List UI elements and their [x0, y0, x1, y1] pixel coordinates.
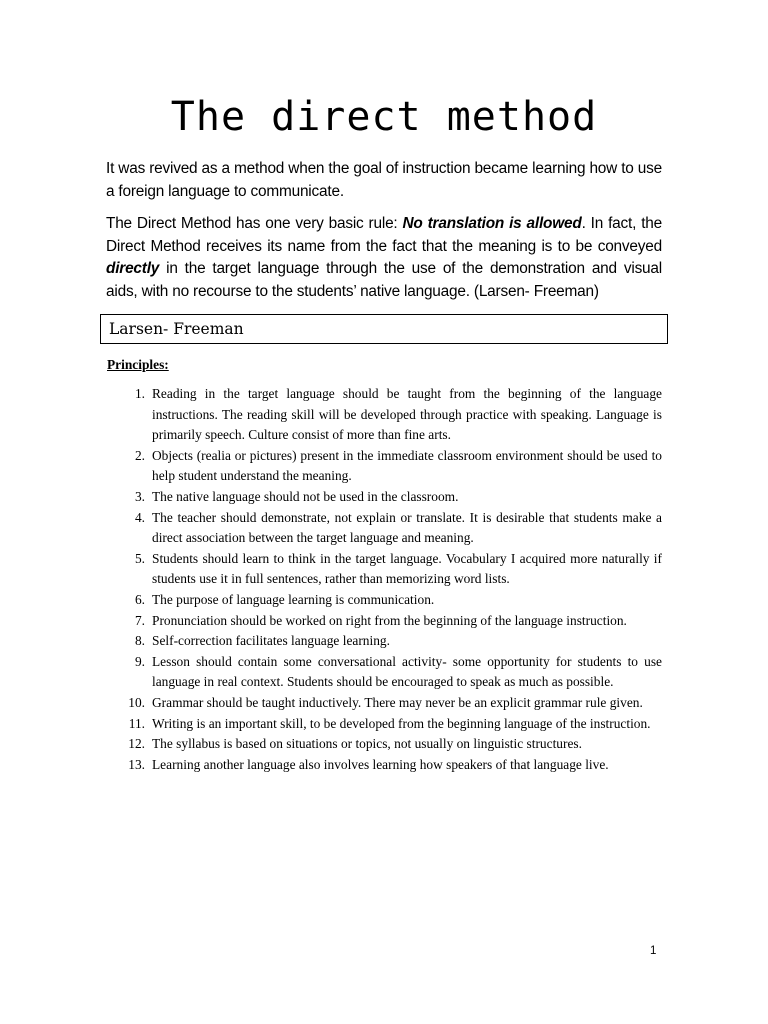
principle-number: 12.: [128, 736, 145, 752]
principle-item: [107, 652, 662, 693]
principle-text: The teacher should demonstrate, not explain or translate. It is desirable that students make a direct association between the target language and meaning.: [152, 509, 662, 546]
intro-paragraph-2: [106, 213, 662, 303]
principle-text: The native language should not be used in the classroom.: [152, 488, 459, 504]
principle-item: [107, 549, 662, 590]
intro-p2-text-2: . In fact, the Direct Method receives its name from the fact that the meaning is to be conveyed: [106, 215, 662, 255]
intro-p2-emphasis-directly: directly: [106, 260, 160, 277]
principle-number: 8.: [134, 633, 145, 649]
principle-text: Grammar should be taught inductively. There may never be an explicit grammar rule given.: [152, 694, 643, 710]
principle-text: Self-correction facilitates language learning.: [152, 633, 390, 649]
principle-number: 3.: [134, 488, 145, 504]
section-header-label: Larsen- Freeman: [109, 320, 244, 338]
principle-number: 5.: [134, 550, 145, 566]
principle-text: Pronunciation should be worked on right from the beginning of the language instruction.: [152, 612, 627, 628]
intro-p2-emphasis-no-translation: No translation is allowed: [402, 215, 582, 232]
principle-text: The purpose of language learning is communication.: [152, 591, 435, 607]
principle-text: Students should learn to think in the target language. Vocabulary I acquired more naturally if students use it in full sentences, rather than memorizing word lists.: [152, 550, 662, 587]
intro-paragraph-1: It was revived as a method when the goal of instruction became learning how to use a foreign language to communicate.: [106, 160, 662, 200]
principle-text: The syllabus is based on situations or topics, not usually on linguistic structures.: [152, 736, 582, 752]
principle-item: [107, 693, 662, 714]
principle-item: [107, 755, 662, 776]
principle-text: Learning another language also involves learning how speakers of that language live.: [152, 756, 609, 772]
intro-p2-text-3: in the target language through the use of the demonstration and visual aids, with no recourse to the students’ native language. (Larsen- Freeman): [106, 260, 662, 300]
principle-number: 10.: [128, 694, 145, 710]
principle-item: [107, 487, 662, 508]
principle-number: 7.: [134, 612, 145, 628]
principle-text: Lesson should contain some conversational activity- some opportunity for students to use language in real context. Students should be encouraged to speak as much as possible.: [152, 653, 662, 690]
principles-list: [107, 384, 662, 775]
page-title: The direct method: [170, 94, 598, 140]
principle-item: [107, 734, 662, 755]
section-header-box: [100, 314, 668, 344]
principle-number: 13.: [128, 756, 145, 772]
principle-number: 2.: [134, 447, 145, 463]
principle-item: [107, 446, 662, 487]
principle-number: 4.: [134, 509, 145, 525]
principle-number: 9.: [134, 653, 145, 669]
principle-number: 1.: [134, 386, 145, 401]
principle-text: Reading in the target language should be taught from the beginning of the language instructions. The reading skill will be developed through practice with speaking. Language is primarily speech. Culture consist of more than fine arts.: [152, 386, 662, 443]
principle-number: 6.: [134, 591, 145, 607]
principle-item: [107, 714, 662, 735]
principle-item: [107, 384, 662, 446]
principles-heading: Principles:: [107, 357, 169, 372]
principle-number: 11.: [128, 715, 145, 731]
principle-text: Writing is an important skill, to be developed from the beginning language of the instruction.: [152, 715, 651, 731]
page-number: 1: [650, 945, 657, 957]
principle-item: [107, 590, 662, 611]
principle-item: [107, 611, 662, 632]
principle-text: Objects (realia or pictures) present in the immediate classroom environment should be used to help student understand the meaning.: [152, 447, 662, 484]
principle-item: [107, 508, 662, 549]
principle-item: [107, 631, 662, 652]
intro-p2-text-1: The Direct Method has one very basic rule:: [106, 215, 403, 232]
